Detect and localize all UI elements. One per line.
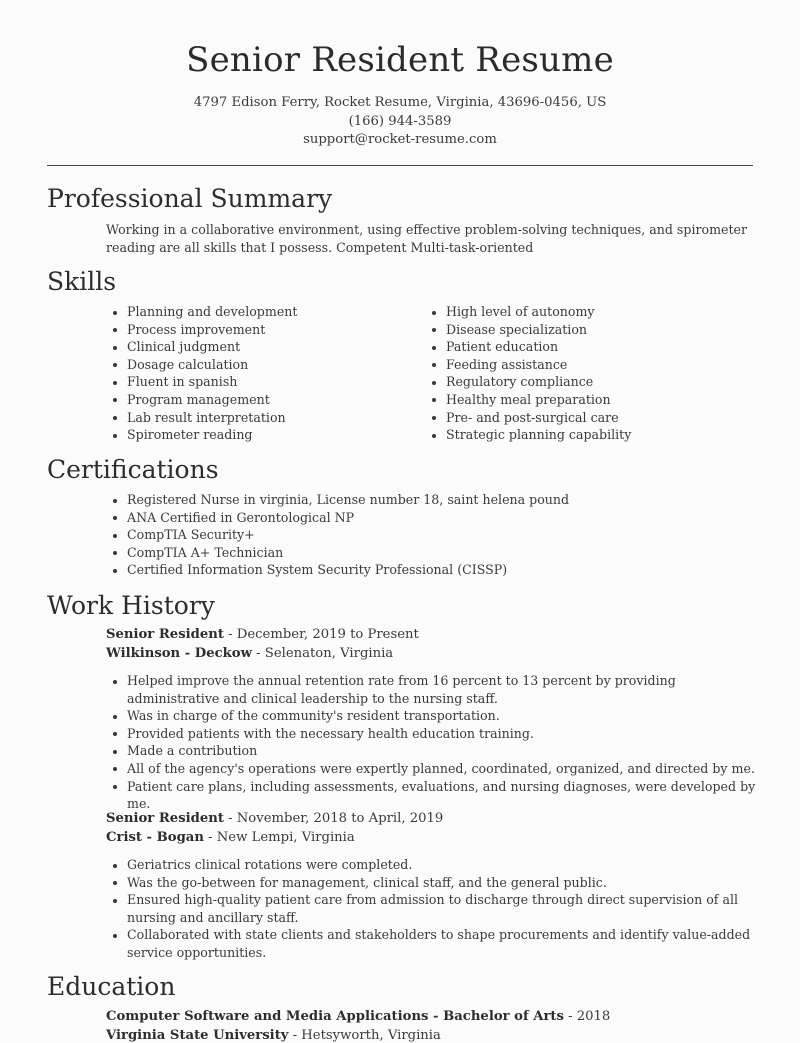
job-dates: - December, 2019 to Present — [223, 627, 419, 642]
job-bullet: Patient care plans, including assessments, evaluations, and nursing diagnoses, were developed by me. — [106, 778, 756, 813]
education-school-line — [106, 1028, 441, 1043]
certification-item: Certified Information System Security Professional (CISSP) — [106, 561, 756, 579]
skill-item: Process improvement — [106, 321, 406, 339]
education-year: - 2018 — [563, 1009, 611, 1024]
job-location: - New Lempi, Virginia — [203, 830, 355, 845]
education-degree: Computer Software and Media Applications - Bachelor of Arts — [106, 1009, 564, 1024]
summary-heading: Professional Summary — [47, 184, 333, 213]
job-bullet: Was in charge of the community's resident transportation. — [106, 707, 756, 725]
job-2-title-line — [106, 811, 443, 826]
job-1-company-line — [106, 646, 393, 661]
certifications-heading: Certifications — [47, 455, 219, 484]
skill-item: Program management — [106, 391, 406, 409]
skill-item: Pre- and post-surgical care — [425, 409, 745, 427]
job-bullet: Provided patients with the necessary health education training. — [106, 725, 756, 743]
job-2-company-line — [106, 830, 355, 845]
skills-heading: Skills — [47, 267, 117, 296]
job-location: - Selenaton, Virginia — [251, 646, 394, 661]
job-role: Senior Resident — [106, 627, 224, 642]
skill-item: Patient education — [425, 338, 745, 356]
job-company: Crist - Bogan — [106, 830, 204, 845]
job-role: Senior Resident — [106, 811, 224, 826]
education-location: - Hetsyworth, Virginia — [288, 1028, 441, 1043]
certification-item: ANA Certified in Gerontological NP — [106, 509, 756, 527]
address: 4797 Edison Ferry, Rocket Resume, Virginia, 43696-0456, US — [193, 95, 607, 110]
skill-item: Fluent in spanish — [106, 373, 406, 391]
skill-item: High level of autonomy — [425, 303, 745, 321]
skill-item: Strategic planning capability — [425, 426, 745, 444]
job-company: Wilkinson - Deckow — [106, 646, 252, 661]
phone: (166) 944-3589 — [348, 114, 452, 129]
job-bullet: Made a contribution — [106, 742, 756, 760]
education-school: Virginia State University — [106, 1028, 289, 1043]
job-bullet: Helped improve the annual retention rate from 16 percent to 13 percent by providing administrative and clinical leadership to the nursing staff. — [106, 672, 756, 707]
skill-item: Disease specialization — [425, 321, 745, 339]
certification-item: CompTIA Security+ — [106, 526, 756, 544]
education-heading: Education — [47, 972, 176, 1001]
job-bullet: Ensured high-quality patient care from admission to discharge through direct supervision of all nursing and ancillary staff. — [106, 891, 756, 926]
skill-item: Feeding assistance — [425, 356, 745, 374]
certification-item: CompTIA A+ Technician — [106, 544, 756, 562]
skill-item: Dosage calculation — [106, 356, 406, 374]
job-bullet: Was the go-between for management, clinical staff, and the general public. — [106, 874, 756, 892]
skill-item: Regulatory compliance — [425, 373, 745, 391]
email: support@rocket-resume.com — [303, 132, 497, 147]
job-bullet: Geriatrics clinical rotations were completed. — [106, 856, 756, 874]
job-2-bullets — [106, 856, 756, 962]
skill-item: Lab result interpretation — [106, 409, 406, 427]
job-bullet: Collaborated with state clients and stakeholders to shape procurements and identify value-added service opportunities. — [106, 926, 756, 961]
summary-text: Working in a collaborative environment, using effective problem-solving techniques, and spirometer reading are all skills that I possess. Competent Multi-task-oriented — [106, 222, 748, 255]
work-history-heading: Work History — [47, 591, 215, 620]
certifications-list — [106, 491, 756, 579]
skill-item: Clinical judgment — [106, 338, 406, 356]
certification-item: Registered Nurse in virginia, License number 18, saint helena pound — [106, 491, 756, 509]
skill-item: Healthy meal preparation — [425, 391, 745, 409]
resume-title: Senior Resident Resume — [186, 40, 614, 80]
header-divider — [47, 165, 753, 166]
skill-item: Planning and development — [106, 303, 406, 321]
education-degree-line — [106, 1009, 610, 1024]
skill-item: Spirometer reading — [106, 426, 406, 444]
skills-left-list — [106, 303, 406, 444]
job-1-title-line — [106, 627, 419, 642]
job-bullet: All of the agency's operations were expertly planned, coordinated, organized, and directed by me. — [106, 760, 756, 778]
skills-right-list — [425, 303, 745, 444]
job-1-bullets — [106, 672, 756, 813]
job-dates: - November, 2018 to April, 2019 — [223, 811, 444, 826]
